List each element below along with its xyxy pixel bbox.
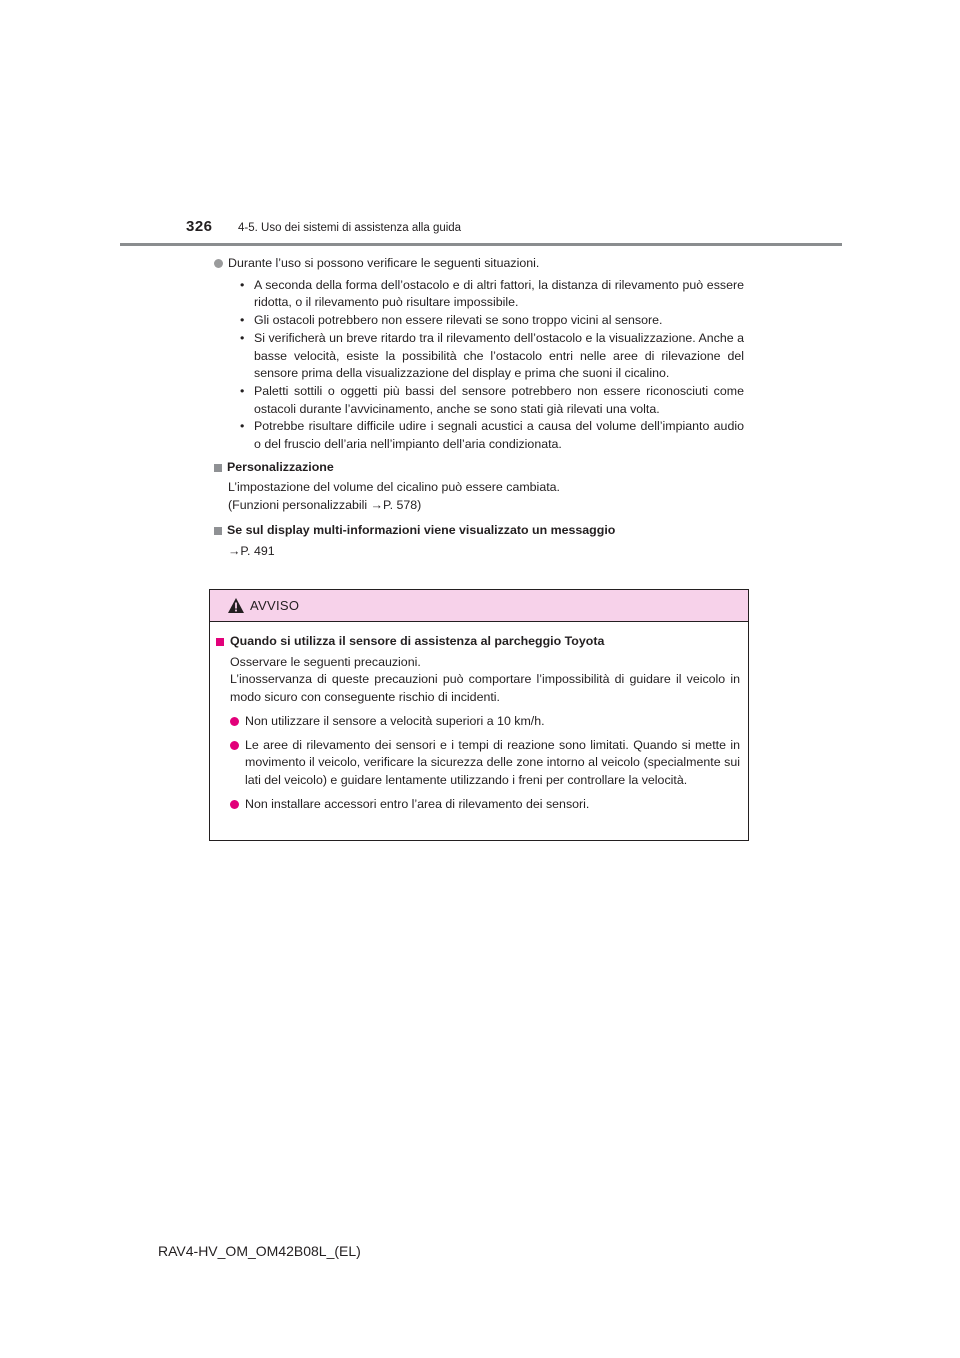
warning-text: L’inosservanza di queste precauzioni può comportare l’impossibilità di guidare il veicolo in modo sicuro con conseguente rischio di incidenti. — [230, 672, 740, 705]
situations-list — [214, 277, 744, 454]
warning-bullet: Non installare accessori entro l’area di rilevamento dei sensori. — [216, 796, 740, 814]
list-item: • Gli ostacoli potrebbero non essere rilevati se sono troppo vicini al sensore. — [240, 313, 663, 328]
intro-bullet — [214, 255, 744, 273]
main-content — [214, 255, 744, 560]
square-bullet-icon — [216, 638, 224, 646]
list-item: • Potrebbe risultare difficile udire i segnali acustici a causa del volume dell’impianto audio o del fruscio dell’aria nell’impianto dell’aria condizionata. — [240, 419, 744, 452]
warning-heading: Quando si utilizza il sensore di assistenza al parcheggio Toyota — [216, 633, 740, 651]
square-bullet-icon — [214, 527, 222, 535]
warning-bullet: Le aree di rilevamento dei sensori e i tempi di reazione sono limitati. Quando si mette in movimento il veicolo, verificare la sicurezza delle zone intorno al veicolo (specialmente sui lati del veicolo) e guidare lentamente utilizzando i freni per controllare la velocità. — [216, 737, 740, 790]
square-bullet-icon — [214, 464, 222, 472]
warning-body — [210, 622, 748, 813]
list-item: • Paletti sottili o oggetti più bassi del sensore potrebbero non essere riconosciuti come ostacoli durante l’avvicinamento, anche se sono stati già rilevati una volta. — [240, 383, 744, 416]
document-code: RAV4-HV_OM_OM42B08L_(EL) — [158, 1243, 361, 1259]
header-divider — [120, 243, 842, 246]
warning-box — [209, 589, 749, 841]
message-ref[interactable]: →P. 491 — [228, 543, 275, 558]
warning-text: Osservare le seguenti precauzioni. — [230, 654, 421, 669]
bullet-dot-icon — [230, 717, 239, 726]
customization-heading: Personalizzazione — [214, 459, 744, 477]
bullet-dot-icon — [230, 800, 239, 809]
bullet-dot-icon — [214, 259, 223, 268]
warning-label: AVVISO — [250, 598, 300, 613]
customization-ref[interactable]: (Funzioni personalizzabili →P. 578) — [228, 498, 422, 513]
list-item: • A seconda della forma dell’ostacolo e di altri fattori, la distanza di rilevamento può essere ridotta, o il rilevamento può risultare impossibile. — [240, 277, 744, 310]
message-heading: Se sul display multi-informazioni viene visualizzato un messaggio — [214, 522, 744, 540]
page-number: 326 — [186, 218, 213, 235]
warning-header — [210, 590, 748, 622]
warning-triangle-icon — [227, 597, 245, 614]
warning-bullet: Non utilizzare il sensore a velocità superiori a 10 km/h. — [216, 713, 740, 731]
list-item: • Si verificherà un breve ritardo tra il rilevamento dell’ostacolo e la visualizzazione. Anche a basse velocità, esiste la possibilità che l’ostacolo entri nelle aree di rilevazione del sensore prima della visualizzazione del display e prima che suoni il cicalino. — [240, 330, 744, 381]
bullet-dot-icon — [230, 741, 239, 750]
section-title: 4-5. Uso dei sistemi di assistenza alla guida — [238, 222, 462, 234]
intro-text: Durante l’uso si possono verificare le seguenti situazioni. — [228, 256, 540, 270]
customization-text: L’impostazione del volume del cicalino può essere cambiata. — [228, 480, 560, 495]
